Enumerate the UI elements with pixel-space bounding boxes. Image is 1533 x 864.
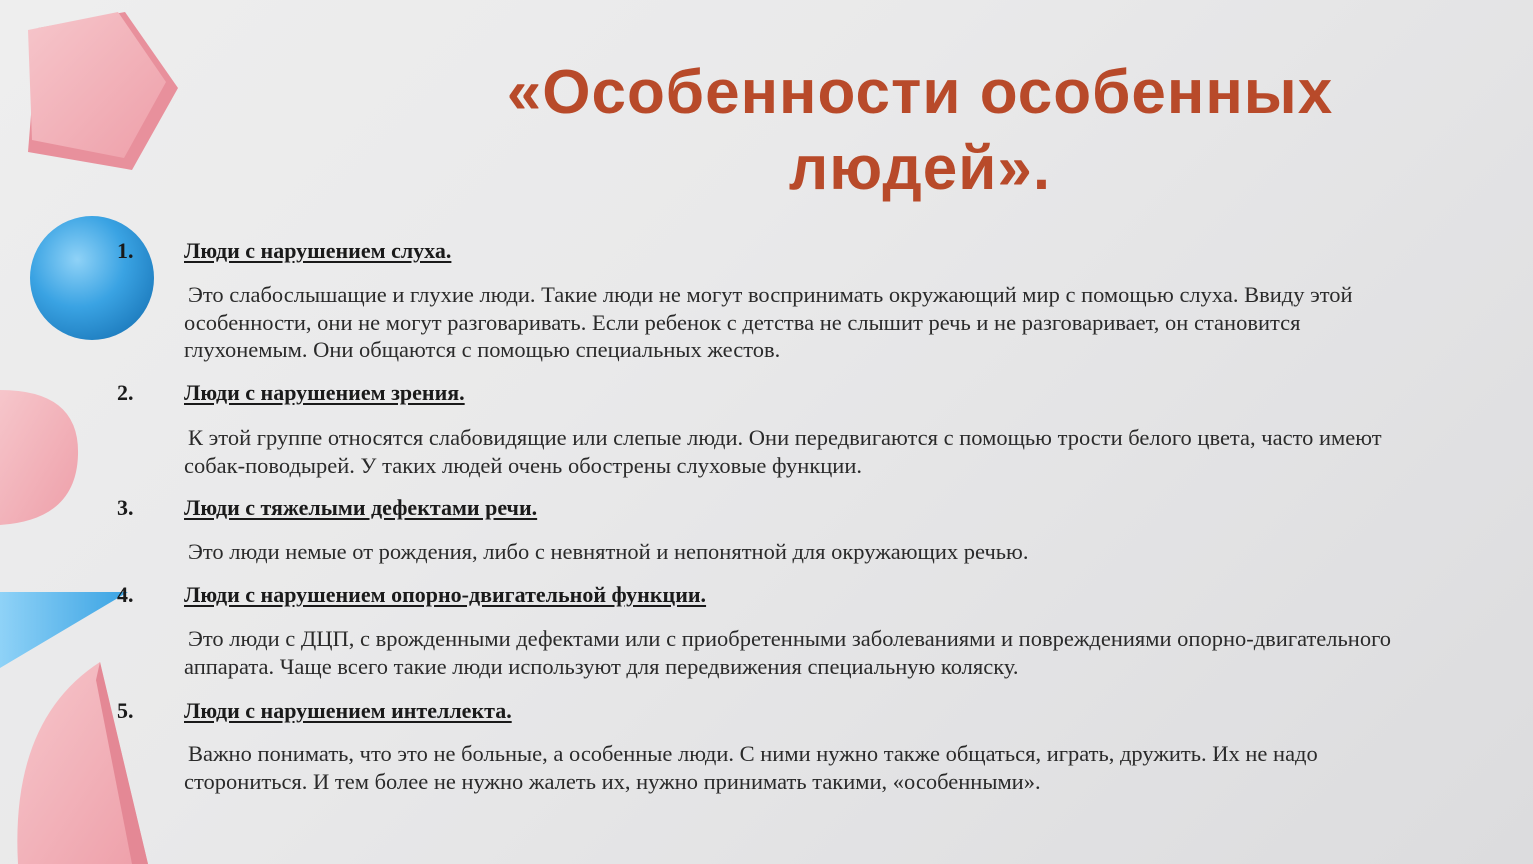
item-2-text: К этой группе относятся слабовидящие или слепые люди. Они передвигаются с помощью трости белого цвета, часто имеют собак-поводырей. У таких людей очень обострены слуховые функции. (184, 425, 1382, 478)
item-5-number: 5. (117, 698, 134, 723)
item-4-text: Это люди с ДЦП, с врожденными дефектами или с приобретенными заболеваниями и повреждениями опорно-двигательного аппарата. Чаще всего такие люди используют для передвижения специальную коляску. (184, 626, 1391, 679)
item-2-number: 2. (117, 380, 134, 405)
item-4-heading: Люди с нарушением опорно-двигательной функции. (184, 582, 707, 607)
item-3-text: Это люди немые от рождения, либо с невнятной и непонятной для окружающих речью. (188, 539, 1029, 564)
item-1-number: 1. (117, 238, 134, 263)
item-4-number: 4. (117, 582, 134, 607)
item-1-text: Это слабослышащие и глухие люди. Такие люди не могут воспринимать окружающий мир с помощью слуха. Ввиду этой особенности, они не могут разговаривать. Если ребенок с детства не слышит речь и не разговаривает, он становится глухонемым. Они общаются с помощью специальных жестов. (184, 282, 1353, 362)
page-title: «Особенности особенных людей». (506, 58, 1334, 203)
item-5-text: Важно понимать, что это не больные, а особенные люди. С ними нужно также общаться, играть, дружить. Их не надо сторониться. И тем более не нужно жалеть их, нужно принимать такими, «особенными». (184, 741, 1318, 794)
item-1-heading: Люди с нарушением слуха. (184, 238, 452, 263)
item-3-number: 3. (117, 495, 134, 520)
item-2-heading: Люди с нарушением зрения. (184, 380, 465, 405)
item-3-heading: Люди с тяжелыми дефектами речи. (184, 495, 538, 520)
item-5-heading: Люди с нарушением интеллекта. (184, 698, 512, 723)
